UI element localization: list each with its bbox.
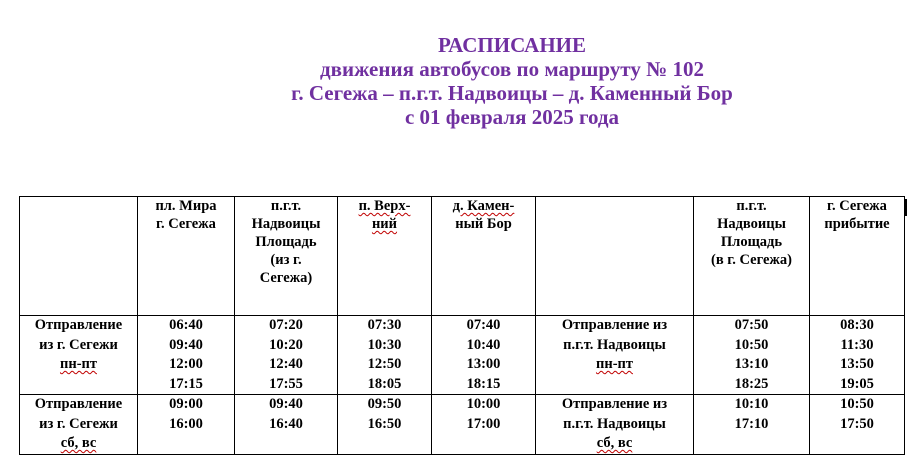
time-value: 07:40 — [466, 317, 501, 333]
time-value: 17:15 — [169, 375, 203, 392]
label-text: из г. Сегежи — [39, 415, 118, 432]
time-value: 10:50 — [734, 336, 769, 353]
time-value: 07:50 — [734, 317, 769, 333]
label-text: пн-пт — [595, 356, 633, 372]
header-cell-empty-1 — [20, 197, 138, 316]
header-cell — [138, 197, 235, 316]
time-value: 09:00 — [169, 396, 203, 412]
title-line-4: с 01 февраля 2025 года — [404, 105, 620, 129]
label-text: Отправление — [34, 317, 123, 333]
time-value: 09:40 — [169, 336, 203, 353]
header-text: ний — [371, 216, 398, 232]
header-text: Площадь — [255, 234, 317, 250]
time-value: 07:30 — [367, 317, 402, 333]
time-value: 16:00 — [169, 415, 203, 432]
times-cell — [694, 316, 810, 395]
time-value: 10:50 — [840, 396, 874, 412]
row-label — [536, 395, 694, 455]
label-text: пн-пт — [59, 356, 97, 372]
header-cell — [694, 197, 810, 316]
header-text: (из г. — [270, 252, 302, 268]
time-value: 07:20 — [269, 317, 303, 333]
row-label — [20, 316, 138, 395]
header-text: (в г. Сегежа) — [711, 252, 792, 268]
time-value: 10:20 — [269, 336, 303, 353]
header-text: пл. Мира — [155, 198, 217, 214]
schedule-table — [19, 196, 905, 455]
title-line-3: г. Сегежа – п.г.т. Надвоицы – д. Каменный Бор — [291, 81, 733, 105]
time-value: 12:40 — [269, 356, 303, 372]
header-row — [20, 197, 905, 316]
header-cell — [235, 197, 338, 316]
text-cursor — [905, 199, 907, 216]
label-text: п.г.т. Надвоицы — [563, 415, 666, 432]
times-cell — [338, 395, 432, 455]
header-text: г. Сегежа — [156, 216, 216, 232]
weekday-row — [20, 316, 905, 395]
times-cell — [432, 316, 536, 395]
schedule-title — [0, 33, 921, 129]
time-value: 13:10 — [734, 356, 769, 372]
times-cell — [338, 316, 432, 395]
time-value: 16:50 — [367, 415, 402, 432]
times-cell — [432, 395, 536, 455]
times-cell — [235, 316, 338, 395]
time-value: 10:30 — [367, 336, 402, 353]
time-value: 17:00 — [466, 415, 501, 432]
title-line-1: РАСПИСАНИЕ — [437, 33, 587, 57]
header-text: Площадь — [720, 234, 783, 250]
header-text: Надвоицы — [717, 216, 786, 232]
header-text: прибытие — [824, 216, 890, 232]
header-text: п.г.т. — [736, 198, 767, 214]
header-text: ный Бор — [455, 216, 512, 232]
row-label — [536, 316, 694, 395]
row-label — [20, 395, 138, 455]
times-cell — [138, 316, 235, 395]
time-value: 10:10 — [734, 396, 769, 412]
time-value: 18:05 — [367, 375, 402, 392]
time-value: 10:40 — [466, 336, 501, 353]
title-line-2: движения автобусов по маршруту № 102 — [320, 57, 704, 81]
label-text: сб, вс — [596, 435, 633, 451]
time-value: 13:00 — [466, 356, 501, 372]
times-cell — [235, 395, 338, 455]
time-value: 10:00 — [466, 396, 501, 412]
time-value: 06:40 — [169, 317, 203, 333]
time-value: 08:30 — [840, 317, 874, 333]
header-text: д. Камен- — [452, 198, 515, 214]
header-text: Надвоицы — [251, 216, 321, 232]
label-text: Отправление из — [561, 396, 668, 412]
header-text: п. Верх- — [358, 198, 411, 214]
time-value: 09:40 — [269, 396, 303, 412]
time-value: 12:50 — [367, 356, 402, 372]
time-value: 12:00 — [169, 356, 203, 372]
time-value: 13:50 — [840, 356, 874, 372]
weekend-row — [20, 395, 905, 455]
header-cell-empty-2 — [536, 197, 694, 316]
times-cell — [694, 395, 810, 455]
times-cell — [810, 395, 905, 455]
header-text: п.г.т. — [270, 198, 302, 214]
time-value: 19:05 — [840, 375, 874, 392]
time-value: 18:15 — [466, 375, 501, 392]
header-cell — [338, 197, 432, 316]
time-value: 17:50 — [840, 415, 874, 432]
label-text: п.г.т. Надвоицы — [563, 336, 666, 353]
header-text: г. Сегежа — [827, 198, 887, 214]
time-value: 17:55 — [269, 375, 303, 392]
time-value: 17:10 — [734, 415, 769, 432]
header-cell — [810, 197, 905, 316]
label-text: сб, вс — [60, 435, 97, 451]
label-text: из г. Сегежи — [39, 336, 118, 353]
label-text: Отправление — [34, 396, 123, 412]
label-text: Отправление из — [561, 317, 668, 333]
header-cell — [432, 197, 536, 316]
time-value: 18:25 — [734, 375, 769, 392]
time-value: 11:30 — [840, 336, 874, 353]
header-text: Сегежа) — [259, 270, 313, 286]
times-cell — [138, 395, 235, 455]
time-value: 09:50 — [367, 396, 402, 412]
time-value: 16:40 — [269, 415, 303, 432]
times-cell — [810, 316, 905, 395]
